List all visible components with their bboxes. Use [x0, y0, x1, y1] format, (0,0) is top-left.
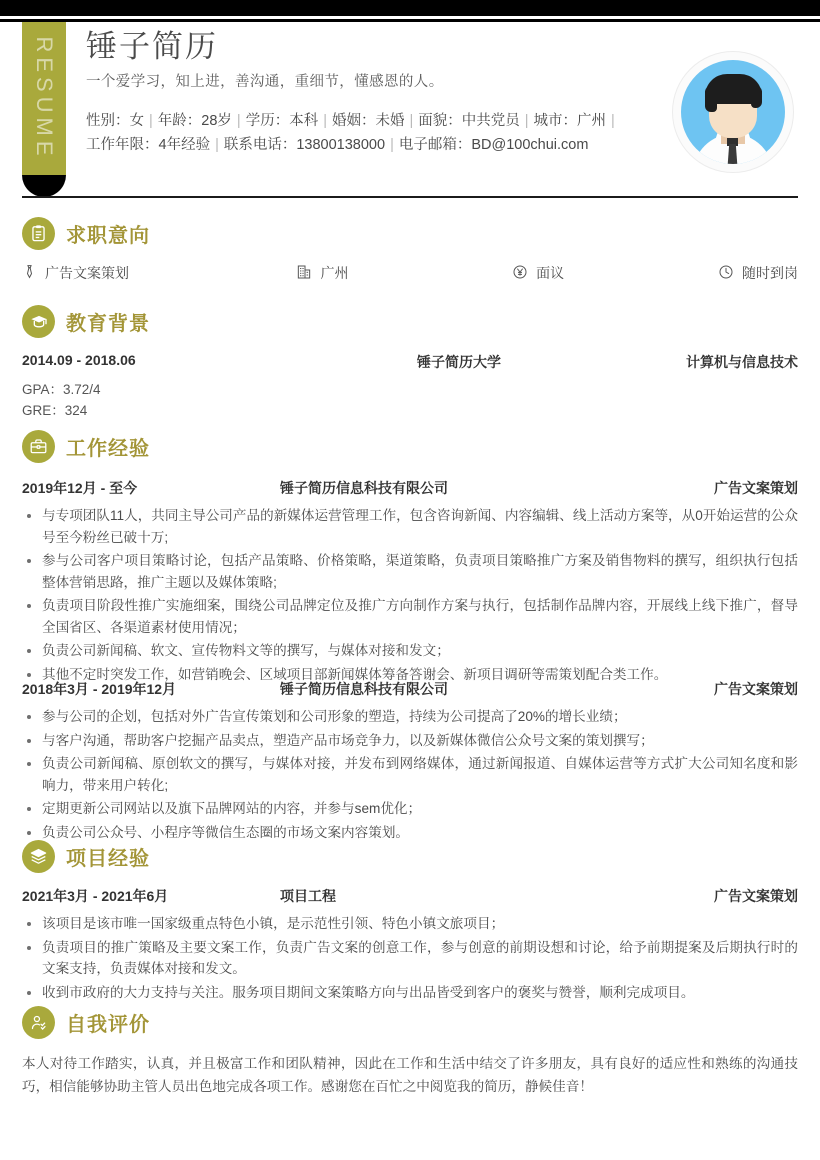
- candidate-name: 锤子简历: [86, 29, 218, 64]
- bullet-item: 与专项团队11人，共同主导公司产品的新媒体运营管理工作，包含咨询新闻、内容编辑、线上活动方案等，从0开始运营的公众号至今粉丝已破十万;: [22, 505, 798, 548]
- avatar-hair-left: [705, 86, 717, 112]
- job-intent-availability-text: 随时到岗: [742, 265, 798, 281]
- bullet-item: 参与公司的企划，包括对外广告宣传策划和公司形象的塑造，持续为公司提高了20%的增长业绩；: [22, 706, 798, 728]
- job-intent-city: [296, 263, 512, 283]
- section-header-self-eval: [22, 1006, 150, 1039]
- section-header-work: [22, 430, 150, 463]
- project-entry-1-role: 广告文案策划: [714, 888, 798, 904]
- meta-separator: |: [390, 137, 394, 154]
- yen-circle-icon: [512, 264, 528, 283]
- education-date: 2014.09 - 2018.06: [22, 352, 136, 368]
- meta-separator: |: [215, 137, 219, 154]
- bullet-item: 与客户沟通，帮助客户挖掘产品卖点，塑造产品市场竞争力，以及新媒体微信公众号文案的策划撰写；: [22, 730, 798, 752]
- bullet-item: 收到市政府的大力支持与关注。服务项目期间文案策略方向与出品皆受到客户的褒奖与赞誉，顺利完成项目。: [22, 982, 798, 1004]
- resume-side-tab-label: RESUME: [32, 36, 57, 161]
- meta-separator: |: [323, 113, 327, 130]
- work-entry-1-date: 2019年12月 - 至今: [22, 480, 138, 496]
- avatar-illustration: [681, 60, 785, 164]
- meta-item: 年龄：28岁: [157, 113, 232, 130]
- clock-icon: [718, 264, 734, 283]
- section-header-project: [22, 840, 150, 873]
- work-entry-1-bullets: [22, 505, 798, 685]
- header-divider: [22, 196, 798, 198]
- meta-item: 婚姻：未婚: [331, 113, 405, 130]
- section-title-work: 工作经验: [66, 438, 150, 460]
- bullet-item: 定期更新公司网站以及旗下品牌网站的内容，并参与sem优化；: [22, 798, 798, 820]
- education-gpa: GPA：3.72/4: [22, 382, 101, 397]
- avatar-hair-right: [751, 86, 762, 108]
- meta-item: 城市：广州: [533, 113, 607, 130]
- meta-row-2: [86, 133, 646, 157]
- briefcase-icon: [22, 430, 55, 463]
- education-school: 锤子简历大学: [417, 354, 501, 370]
- bullet-item: 其他不定时突发工作，如营销晚会、区域项目部新闻媒体筹备答谢会、新项目调研等需策划配合类工作。: [22, 664, 798, 686]
- bullet-item: 负责公司新闻稿、软文、宣传物料文等的撰写，与媒体对接和发文；: [22, 640, 798, 662]
- layers-icon: [22, 840, 55, 873]
- building-icon: [296, 264, 312, 283]
- work-entry-2-head: [22, 679, 798, 699]
- project-entry-1-bullets: [22, 913, 798, 1003]
- top-black-bar: [0, 0, 820, 16]
- avatar: [673, 52, 793, 172]
- section-title-job-intent: 求职意向: [66, 225, 150, 247]
- work-entry-2-bullets: [22, 706, 798, 843]
- work-entry-1-company: 锤子简历信息科技有限公司: [280, 480, 448, 496]
- project-entry-1-name: 项目工程: [280, 888, 336, 904]
- meta-separator: |: [149, 113, 153, 130]
- meta-item: 工作年限：4年经验: [86, 137, 211, 154]
- job-intent-availability: [718, 263, 798, 283]
- job-intent-position: [22, 263, 296, 283]
- work-entry-2-role: 广告文案策划: [714, 681, 798, 697]
- work-entry-2-date: 2018年3月 - 2019年12月: [22, 681, 177, 697]
- section-title-project: 项目经验: [66, 848, 150, 870]
- project-entry-1-head: [22, 886, 798, 906]
- meta-separator: |: [409, 113, 414, 130]
- job-intent-position-text: 广告文案策划: [45, 265, 129, 281]
- job-intent-row: [22, 263, 798, 283]
- bullet-item: 负责项目阶段性推广实施细案，围绕公司品牌定位及推广方向制作方案与执行，包括制作品牌内容，开展线上线下推广，督导全国省区、各渠道素材使用情况；: [22, 595, 798, 638]
- meta-separator: |: [236, 113, 241, 130]
- bullet-item: 参与公司客户项目策略讨论，包括产品策略、价格策略，渠道策略，负责项目策略推广方案及销售物料的撰写，组织执行包括整体营销思路，推广主题以及媒体策略;: [22, 550, 798, 593]
- job-intent-city-text: 广州: [320, 265, 349, 281]
- project-entry-1: [22, 886, 798, 1005]
- clipboard-icon: [22, 217, 55, 250]
- work-entry-2: [22, 679, 798, 845]
- meta-separator: |: [611, 113, 615, 130]
- bullet-item: 负责公司公众号、小程序等微信生态圈的市场文案内容策划。: [22, 822, 798, 844]
- graduation-cap-icon: [22, 305, 55, 338]
- meta-separator: |: [524, 113, 529, 130]
- header-main: [86, 30, 646, 157]
- section-header-job-intent: [22, 217, 150, 250]
- meta-item: 面貌：中共党员: [418, 113, 520, 130]
- tie-icon: [22, 263, 37, 283]
- meta-item: 学历：本科: [245, 113, 319, 130]
- resume-tab-knob: [22, 175, 66, 197]
- self-eval-text: 本人对待工作踏实，认真，并且极富工作和团队精神，因此在工作和生活中结交了许多朋友，具有良好的适应性和熟练的沟通技巧，相信能够协助主管人员出色地完成各项工作。感谢您在百忙之中阅览我的简历，静候佳音！: [22, 1056, 798, 1094]
- meta-item: 电子邮箱：BD@100chui.com: [398, 137, 589, 154]
- bullet-item: 该项目是该市唯一国家级重点特色小镇，是示范性引领、特色小镇文旅项目；: [22, 913, 798, 935]
- education-major: 计算机与信息技术: [686, 354, 798, 370]
- candidate-tagline: 一个爱学习，知上进，善沟通，重细节，懂感恩的人。: [86, 74, 444, 91]
- job-intent-salary-text: 面议: [536, 265, 565, 281]
- meta-item: 联系电话：13800138000: [223, 137, 386, 154]
- resume-side-tab: [22, 22, 66, 175]
- resume-header: [0, 22, 820, 196]
- job-intent-salary: [512, 263, 718, 283]
- bullet-item: 负责项目的推广策略及主要文案工作，负责广告文案的创意工作，参与创意的前期设想和讨论，给予前期提案及后期执行时的文案支持，负责媒体对接和发文。: [22, 937, 798, 980]
- section-title-self-eval: 自我评价: [66, 1014, 150, 1036]
- meta-item: 性别：女: [86, 113, 144, 130]
- project-entry-1-date: 2021年3月 - 2021年6月: [22, 888, 169, 904]
- education-gre: GRE：324: [22, 403, 88, 418]
- work-entry-2-company: 锤子简历信息科技有限公司: [280, 681, 448, 697]
- meta-row-1: [86, 109, 646, 133]
- work-entry-1: [22, 478, 798, 687]
- section-header-education: [22, 305, 150, 338]
- person-check-icon: [22, 1006, 55, 1039]
- section-title-education: 教育背景: [66, 313, 150, 335]
- work-entry-1-head: [22, 478, 798, 498]
- education-entry-head: [22, 352, 798, 372]
- work-entry-1-role: 广告文案策划: [714, 480, 798, 496]
- bullet-item: 负责公司新闻稿、原创软文的撰写，与媒体对接，并发布到网络媒体，通过新闻报道、自媒体运营等方式扩大公司知名度和影响力，带来用户转化;: [22, 753, 798, 796]
- education-entry: [22, 352, 798, 421]
